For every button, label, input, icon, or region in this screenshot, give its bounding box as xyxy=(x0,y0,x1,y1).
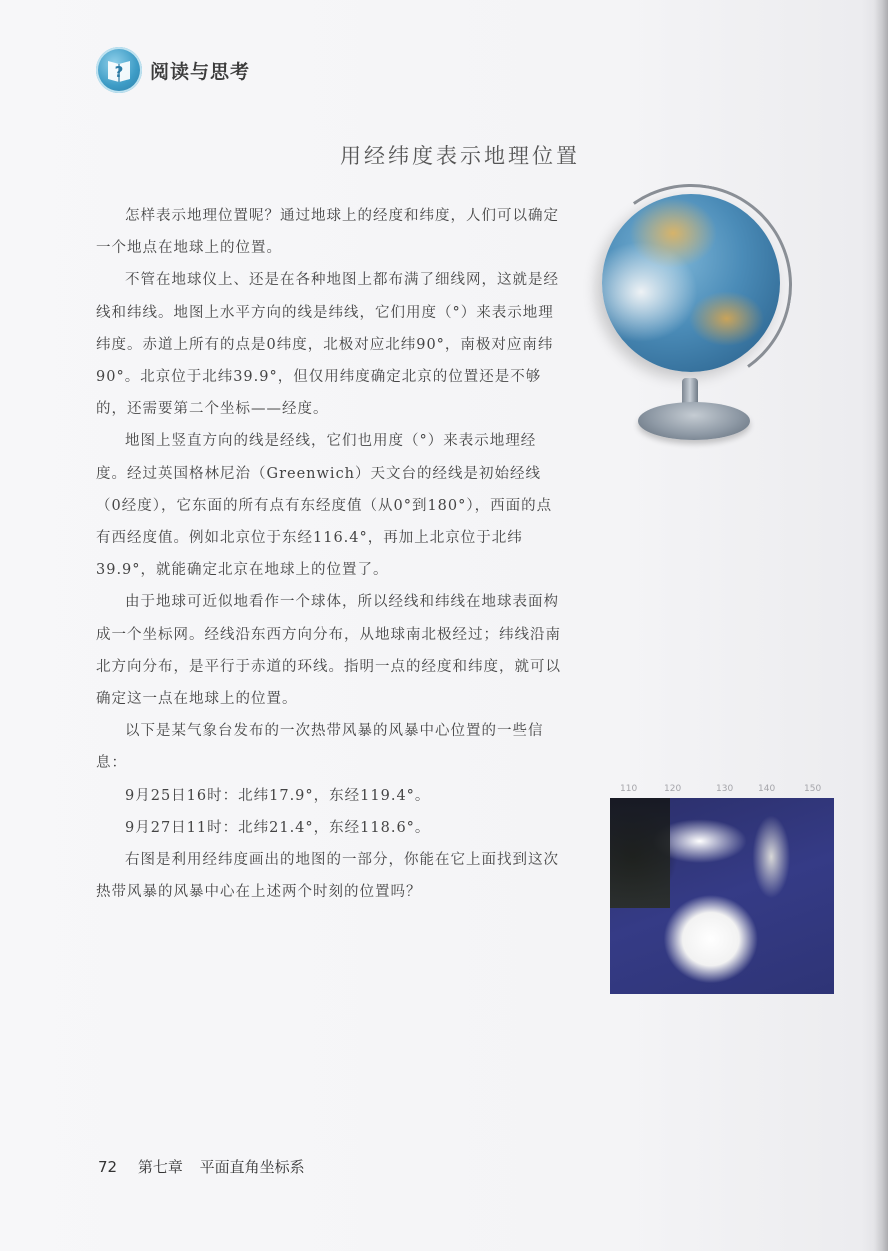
paragraph: 不管在地球仪上、还是在各种地图上都布满了细线网，这就是经线和纬线。地图上水平方向的线是纬线，它们用度（°）来表示地理纬度。赤道上所有的点是0纬度，北极对应北纬90°，南极对应南纬90°。北京位于北纬39.9°，但仅用纬度确定北京的位置还是不够的，还需要第二个坐标——经度。 xyxy=(96,272,559,418)
chapter-title: 平面直角坐标系 xyxy=(199,1158,305,1176)
paragraph: 以下是某气象台发布的一次热带风暴的风暴中心位置的一些信息： xyxy=(96,723,544,772)
longitude-tick: 150 xyxy=(804,784,822,794)
info-line: 9月27日11时：北纬21.4°，东经118.6°。 xyxy=(125,819,431,836)
page-edge-shadow xyxy=(874,0,888,1251)
longitude-tick: 110 xyxy=(620,784,638,794)
svg-text:?: ? xyxy=(114,63,124,81)
question-paragraph: 右图是利用经纬度画出的地图的一部分，你能在它上面找到这次热带风暴的风暴中心在上述两个时刻的位置吗？ xyxy=(96,852,559,901)
paragraph: 由于地球可近似地看作一个球体，所以经线和纬线在地球表面构成一个坐标网。经线沿东西方向分布，从地球南北极经过；纬线沿南北方向分布，是平行于赤道的环线。指明一点的经度和纬度，就可以确定这一点在地球上的位置。 xyxy=(96,594,561,708)
header-title: 阅读与思考 xyxy=(150,60,251,83)
longitude-ticks xyxy=(608,780,838,798)
globe-illustration xyxy=(598,184,788,464)
longitude-tick: 140 xyxy=(758,784,776,794)
section-title: 用经纬度表示地理位置 xyxy=(340,144,580,168)
satellite-cloud-image xyxy=(610,798,834,994)
paragraph: 怎样表示地理位置呢？通过地球上的经度和纬度，人们可以确定一个地点在地球上的位置。 xyxy=(96,208,559,257)
satellite-map xyxy=(608,780,838,1000)
article-body xyxy=(96,200,566,908)
longitude-tick: 130 xyxy=(716,784,734,794)
page-number: 72 xyxy=(98,1158,118,1176)
globe-sphere xyxy=(602,194,780,372)
question-book-icon xyxy=(96,47,142,93)
section-header xyxy=(96,44,250,96)
landmass xyxy=(610,798,670,908)
info-line: 9月25日16时：北纬17.9°，东经119.4°。 xyxy=(125,787,431,804)
paragraph: 地图上竖直方向的线是经线，它们也用度（°）来表示地理经度。经过英国格林尼治（Greenwich）天文台的经线是初始经线（0经度），它东面的所有点有东经度值（从0°到180°），西面的点有西经度值。例如北京位于东经116.4°，再加上北京位于北纬39.9°，就能确定北京在地球上的位置了。 xyxy=(96,433,553,579)
longitude-tick: 120 xyxy=(664,784,682,794)
globe-stand-base xyxy=(638,402,750,440)
chapter-label: 第七章 xyxy=(137,1158,183,1176)
page-footer xyxy=(98,1156,305,1177)
